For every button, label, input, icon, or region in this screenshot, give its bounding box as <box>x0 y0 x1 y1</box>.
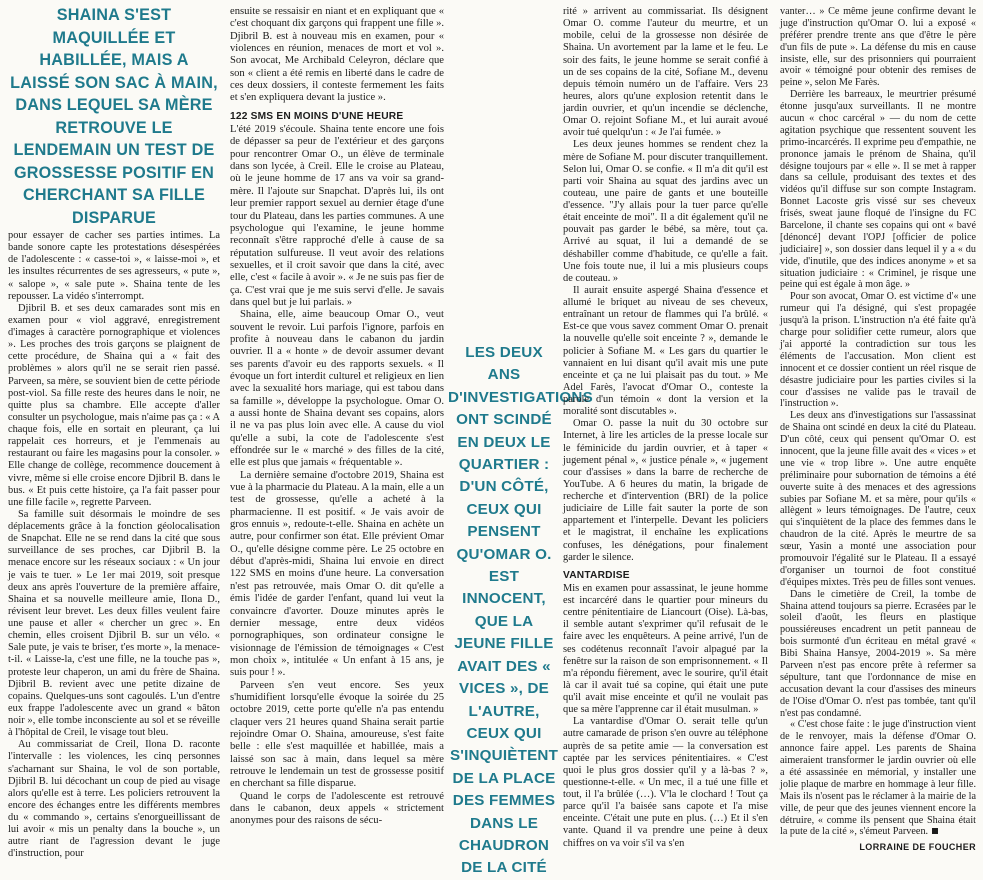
paragraph: Parveen s'en veut encore. Ses yeux s'humidifient lorsqu'elle évoque la soirée du 25 octobre 2019, cette porte qu'elle n'a pas entendu claquer vers 21 heures quand Shaina serait partie rejoindre Omar O. Shaina, amoureuse, s'est faite belle : elle s'est maquillée et habillée, mais a laissé son sac à main, dans lequel sa mère retrouve le lendemain un test de grossesse positif en cherchant sa fille disparue. <box>230 679 444 790</box>
paragraph-final <box>780 719 976 838</box>
subhead-122-sms: 122 SMS EN MOINS D'UNE HEURE <box>230 110 404 122</box>
paragraph: Derrière les barreaux, le meurtrier présumé étonne jusqu'aux surveillants. Il ne montre aucun « choc carcéral » — du nom de cette agitation psychique que ressentent souvent les primo-incarcérés. Il exprime peu d'empathie, ne prononce jamais le prénom de Shaina, qu'il désigne toujours par « elle ». Il se met à rapper dans sa cellule, produisant des textes et des vidéos qu'il diffuse sur son compte Instagram. Bonnet Lacoste gris vissé sur ses cheveux frisés, sweat jaune floqué de l'insigne du FC Barcelone, il chante ses copains qui ont « bavé [dénoncé] devant l'OPJ [officier de police judiciaire] », son dossier dans lequel il y a « du vide, d'inutile, que des indices anonyme » et sa situation judiciaire : « Criminel, je risque une peine qui est égale à mon âge. » <box>780 89 976 291</box>
paragraph: Quand le corps de l'adolescente est retrouvé dans le cabanon, deux appels « strictement anonymes pour des raisons de sécu- <box>230 790 444 827</box>
byline: LORRAINE DE FOUCHER <box>859 842 976 853</box>
paragraph: ensuite se ressaisir en niant et en expliquant que « c'est choquant dix garçons qui frappent une fille ». Djibril B. est à nouveau mis en examen, pour « violences en réunion, menaces de mort et vol ». Son avocat, Me Archibald Celeyron, déclare que son « client a été remis en liberté dans le cadre de ces deux dossiers, il conteste fermement les faits et s'en expliquera devant la justice ». <box>230 6 445 104</box>
paragraph: Pour son avocat, Omar O. est victime d'« une rumeur qui l'a désigné, qui s'est propagée jusqu'à la prison. L'instruction n'a été faite qu'à charge pour solidifier cette rumeur, alors que j'ai apporté la contradiction sur tous les éléments de l'accusation. Mon client est innocent et ce dossier contient un réel risque de désastre judiciaire pour les parties civiles si la cour d'assises ne valide pas le travail de l'instruction ». <box>780 291 976 410</box>
paragraph: La vantardise d'Omar O. serait telle qu'un autre camarade de prison s'en ouvre au téléphone auprès de sa petite amie — la conversation est captée par les services pénitentiaires. « C'est quoi le plus gros dossier qu'il y a là-bas ? », questionne-t-elle. « Un mec, il a tué une fille et tout, il l'a brûlée (…). V'la le clochard ! Tout ça parce qu'il l'a baisée sans capote et l'a mise enceinte. C'était une pute en plus. (…) Et il s'en vante. Quand il va prendre une peine à deux chiffres on va voir s'il va s'en <box>563 716 768 849</box>
column-4 <box>780 6 976 854</box>
paragraph: pour essayer de cacher ses parties intimes. La bande sonore capte les protestations désespérées de l'adolescente : « casse-toi », « laisse-moi », et les insultes récurrentes de ses agresseurs, « pute », « salope », « sale pute ». Shaina tente de les repousser. La vidéo s'interrompt. <box>8 230 220 302</box>
end-mark-icon <box>932 828 938 834</box>
paragraph: La dernière semaine d'octobre 2019, Shaina est vue à la pharmacie du Plateau. A la main, elle a un test de grossesse, qu'elle a acheté à la pharmacienne. Il est positif. « Je vais avoir de gros ennuis », redoute-t-elle. Shaina en achète un autre, pour confirmer son état. Elle prévient Omar O., qu'elle désigne comme père. Le 25 octobre en début d'après-midi, Shaina lui envoie en direct 122 SMS en moins d'une heure. La conversation n'est pas retrouvée, mais Omar O. dit qu'elle a émis l'idée de garder l'enfant, quand lui veut la convaincre d'avorter. Douze minutes après le dernier message, entre deux vidéos pornographiques, son ordinateur consigne le visionnage de l'émission de témoignages « C'est mon choix », intitulée « Un enfant à 15 ans, je suis pour ! ». <box>230 469 444 679</box>
paragraph: L'été 2019 s'écoule. Shaina tente encore une fois de dépasser sa peur de l'extérieur et des garçons pour rencontrer Omar O., un élève de terminale dans son lycée, à Creil. Elle le croise au Plateau, où le jeune homme de 17 ans va voir sa grand-mère. Il l'ajoute sur Snapchat. D'après lui, ils ont leur premier rapport sexuel au dernier étage d'une tour du Plateau, dans les parties communes. A une psychologue qui l'examine, le jeune homme reconnaît s'être rapproché d'elle à cause de sa réputation sulfureuse. Il veut avoir des relations sexuelles, et il croit savoir que dans la cité, avec elle, c'est « facile à avoir ». « Je ne suis pas fier de ça. C'est vrai que je me suis servi d'elle. Je savais dans quel but je lui parlais. » <box>230 124 444 308</box>
pull-quote-left: SHAINA S'EST MAQUILLÉE ET HABILLÉE, MAIS A LAISSÉ SON SAC À MAIN, DANS LEQUEL SA MÈRE RETROUVE LE LENDEMAIN UN TEST DE GROSSESSE POSITIF EN CHERCHANT SA FILLE DISPARUE <box>10 6 218 227</box>
column-3 <box>563 6 768 850</box>
paragraph: Omar O. passe la nuit du 30 octobre sur Internet, à lire les articles de la presse locale sur le féminicide du jardin ouvrier, et à taper « jugement pénal », « justice pénale », « jugement cour d'assises » dans la barre de recherche de YouTube. A 6 heures du matin, la brigade de recherche et d'intervention (BRI) de la police judiciaire de Lille fait sauter la porte de son appartement et l'interpelle. Devant les policiers et le magistrat, il enchaîne les explications confuses, les dénégations, pour finalement garder le silence. <box>563 418 768 563</box>
pull-quote-center: LES DEUX ANS D'INVESTIGATIONS ONT SCINDÉ EN DEUX LE QUARTIER : D'UN CÔTÉ, CEUX QUI PENSENT QU'OMAR O. EST INNOCENT, QUE LA JEUNE FILLE AVAIT DES « VICES », DE L'AUTRE, CEUX QUI S'INQUIÈTENT DE LA PLACE DES FEMMES DANS LE CHAUDRON DE LA CITÉ <box>448 344 593 877</box>
column-1 <box>8 230 220 861</box>
paragraph: rité » arrivent au commissariat. Ils désignent Omar O. comme l'auteur du meurtre, et un mobile, celui de la grossesse non désirée de Shaina. Un avortement par la lame et le feu. Le soir des faits, le jeune homme se serait confié à un de ses copains de la cité, Sofiane M., devenu depuis témoin numéro un de l'affaire. Vers 23 heures, alors qu'une explosion retentit dans le jardin ouvrier, et qu'un incendie se déclenche, Omar O. rejoint Sofiane M., et lui aurait avoué avoir tué quelqu'un : « Je l'ai fumée. » <box>563 6 768 139</box>
paragraph: Dans le cimetière de Creil, la tombe de Shaina attend toujours sa pierre. Ecrasées par le soleil d'août, les fleurs en plastique poussiéreuses encadrent un petit panneau de bois surmonté d'un écriteau en métal gravé « Bibi Shaina Hansye, 2004-2019 ». Sa mère Parveen n'est pas encore prête à refermer sa sépulture, tant que l'ordonnance de mise en accusation devant la cour d'assises des mineurs de l'Oise d'Omar O. n'est pas tombée, tant qu'il n'est pas condamné. <box>780 588 976 719</box>
final-text: « C'est chose faite : le juge d'instruction vient de le renvoyer, mais la défense d'Omar O. annonce faire appel. Les parents de Shaina aimeraient transformer le jardin ouvrier où elle a été assassinée en mémorial, y installer une jolie plaque de marbre en hommage à leur fille. Mais ils n'osent pas le réclamer à la mairie de la ville, de peur que des jeunes viennent encore la détruire, « comme ils pensent que Shaina était la pute de la cité », s'émeut Parveen. <box>780 719 976 838</box>
paragraph: Les deux ans d'investigations sur l'assassinat de Shaina ont scindé en deux la cité du Plateau. D'un côté, ceux qui pensent qu'Omar O. est innocent, que la jeune fille avait des « vices » et une vie « trop libre ». Une autre enquête préliminaire pour subornation de témoins a été ouverte suite à des menaces et des agressions subies par Sofiane M. et sa mère, pour qu'ils « allègent » leurs témoignages. De l'autre, ceux qui s'inquiètent de la place des femmes dans le chaudron de la cité. Après le meurtre de sa sœur, Yasin a monté une association pour promouvoir l'égalité sur le Plateau. Il a essayé d'organiser un tournoi de foot constitué d'équipes mixtes. Très peu de filles sont venues. <box>780 410 976 588</box>
paragraph: vanter… » Ce même jeune confirme devant le juge d'instruction qu'Omar O. lui a exposé « préférer prendre trente ans que d'être le père d'un fils de pute ». La défense du mis en cause insiste, elle, sur des prisonniers qui pourraient avoir « témoigné pour obtenir des remises de peine », selon Me Farès. <box>780 6 976 89</box>
paragraph: Sa famille suit désormais le moindre de ses déplacements grâce à la fonction géolocalisation de Snapchat. Elle ne se rend dans la cité que sous surveillance de ses proches, car Djibril B. la menace encore sur les réseaux sociaux : « Un jour je vais te tuer. » Le 1er mai 2019, soit presque deux ans après l'ouverture de la première affaire, Shaina et sa nouvelle meilleure amie, Ilona D., révisent leur brevet. Les deux filles veulent faire une pause et aller « chercher un grec ». En chemin, elles croisent Djibril B. sur un vélo. « Sale pute, je vais te briser, t'es morte », la menace-t-il. « Laisse-la, c'est une fille, ne la touche pas », proteste leur chaperon, un ami du frère de Shaina. Djibril B. revient avec une petite dizaine de copains. Quelques-uns sont cagoulés. L'un d'entre eux frappe l'adolescente avec un grand « bâton noir », elle tombe inconsciente au sol et se réveille à l'hôpital de Creil, le visage tout bleu. <box>8 508 220 739</box>
paragraph: Djibril B. et ses deux camarades sont mis en examen pour « viol aggravé, enregistrement d'images à caractère pornographique et violences ». Les proches des trois garçons se plaignent de cette procédure, de Shaina qui a « fait des problèmes » alors qu'il ne se serait rien passé. Parveen, sa mère, se souvient bien de cette période post-viol. Sa fille reste des heures dans le noir, ne quitte plus sa chambre. Elle accepte d'aller consulter un psychologue, mais n'aime pas ça : « A chaque fois, elle en sortait en pleurant, ça lui rappelait ces horreurs, et je l'emmenais au restaurant ou faire les magasins pour la consoler. » Elle change de collège, recommence doucement à vivre, même si elle croise encore Djibril B. dans le bus. « Et puis cette histoire, ça l'a fait passer pour une fille facile », regrette Parveen. <box>8 302 220 508</box>
column-2 <box>230 6 444 828</box>
subhead-vantardise: VANTARDISE <box>563 569 630 581</box>
paragraph: Il aurait ensuite aspergé Shaina d'essence et allumé le briquet au niveau de ses cheveux, entraînant un retour de flammes qui l'a brûlé. « Est-ce que vous savez comment Omar O. prenait la nouvelle qu'elle soit enceinte ? », demande le policier à Sofiane M. « Les gars du quartier le vannaient en lui disant qu'il avait mis une pute enceinte et ça ne lui plaisait pas du tout. » Me Adel Farès, l'avocat d'Omar O., conteste la parole d'un témoin « dont la version et la moralité sont discutables ». <box>563 284 768 418</box>
paragraph: Les deux jeunes hommes se rendent chez la mère de Sofiane M. pour discuter tranquillement. Selon lui, Omar O. se confie. « Il m'a dit qu'il est parti voir Shaina au squat des jardins avec un couteau, une paire de gants et une bouteille d'essence. "J'y allais pour la tuer parce qu'elle était enceinte de moi". Il a dit également qu'il ne pouvait pas garder le bébé, sa mère, tout ça. Arrivé au squat, il lui a demandé de se déshabiller comme d'habitude, ce qu'elle a fait. Une fois toute nue, il lui a mis plusieurs coups de couteau. » <box>563 139 768 284</box>
paragraph: Au commissariat de Creil, Ilona D. raconte l'intervalle : les violences, les cinq personnes s'acharnant sur Shaina, le vol de son portable, Djibril B. lui décochant un coup de pied au visage alors qu'elle est à terre. Les policiers retrouvent la encore des échanges entre les différents membres du « commando », certains s'enorgueillissant de lui avoir « mis un penalty dans la bouche », un autre riant de l'agression devant le juge d'instruction, pour <box>8 739 220 860</box>
paragraph: Mis en examen pour assassinat, le jeune homme est incarcéré dans le quartier pour mineurs du centre pénitentiaire de Liancourt (Oise). Là-bas, il semble autant s'exprimer qu'il refusait de le faire avec les enquêteurs. A peine arrivé, l'un de ses codétenus reconnaît l'avoir alpagué par la fenêtre sur la raison de son emprisonnement. « Il m'a répondu fièrement, avec le sourire, qu'il était là car il avait tué sa copine, qui était une pute qu'il avait mise enceinte et qu'il ne voulait pas que sa mère l'apprenne car il était musulman. » <box>563 582 768 716</box>
paragraph: Shaina, elle, aime beaucoup Omar O., veut souvent le revoir. Lui parfois l'ignore, parfois en profite à nouveau dans le cabanon du jardin ouvrier. Il a « honte » de devoir assumer devant ses parents d'avoir eu des rapports sexuels. « Il évoque un fort interdit culturel et religieux en lien avec la sexualité hors mariage, qui est tabou dans sa famille », développe la psychologue. Omar O. a aussi honte de Shaina devant ses copains, alors il ne va pas plus loin avec elle. A cause du viol qu'elle a subi, la cote de l'adolescente s'est effondrée sur le « marché » des filles de la cité, elle est plus que jamais « fréquentable ». <box>230 309 444 469</box>
